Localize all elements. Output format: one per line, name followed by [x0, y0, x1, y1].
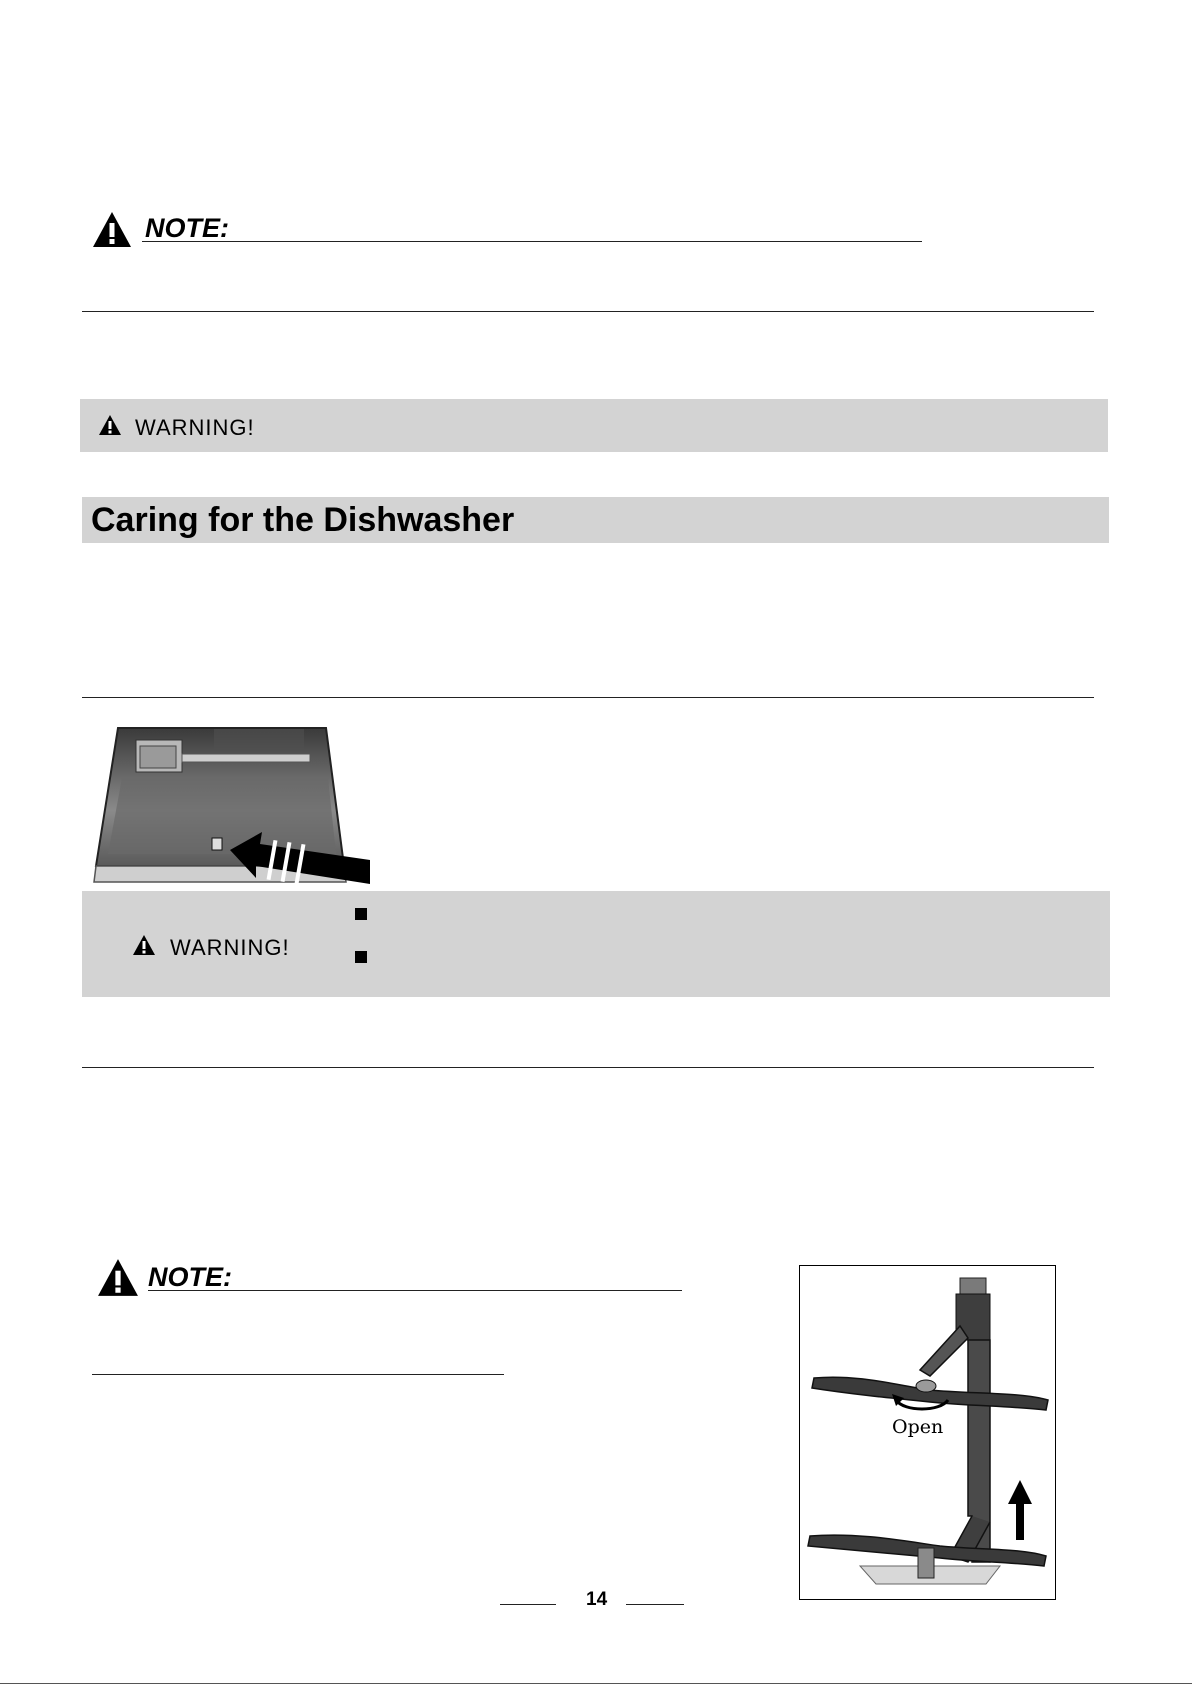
- divider: [92, 1374, 504, 1375]
- bullet-icon: [355, 951, 367, 963]
- warning-label: WARNING!: [170, 935, 290, 960]
- figure-caption: Open: [892, 1416, 944, 1438]
- bottom-edge-rule: [0, 1683, 1192, 1684]
- note-underline: [142, 241, 922, 242]
- bullet-icon: [355, 908, 367, 920]
- arrow-icon: [230, 830, 374, 890]
- note-heading: NOTE:: [148, 1262, 232, 1292]
- footer-rule: [626, 1604, 684, 1605]
- caution-triangle-icon: [92, 210, 132, 248]
- page-number: 14: [586, 1589, 608, 1610]
- footer-rule: [500, 1604, 556, 1605]
- warning-triangle-icon: [132, 934, 156, 956]
- section-title: Caring for the Dishwasher: [91, 501, 515, 539]
- note-underline: [148, 1290, 682, 1291]
- note-heading: NOTE:: [145, 213, 229, 243]
- divider: [82, 311, 1094, 312]
- warning-label: WARNING!: [135, 415, 255, 440]
- caution-triangle-icon: [97, 1257, 139, 1297]
- divider: [82, 697, 1094, 698]
- warning-triangle-icon: [98, 414, 122, 436]
- divider: [82, 1067, 1094, 1068]
